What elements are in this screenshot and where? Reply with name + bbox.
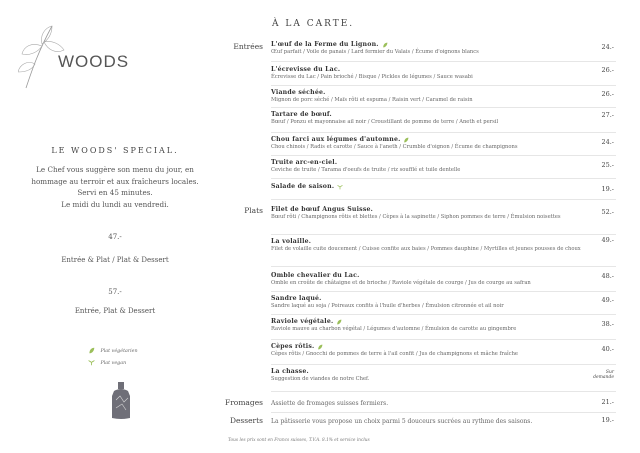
menu-item: Cèpes rôtis. Cèpes rôtis / Gnocchi de pommes de terre à l'ail confit / Jus de champignons et mâche fraîche <box>271 343 518 357</box>
offer-2-price: 57.- <box>108 288 122 296</box>
item-price: 24.- <box>601 138 614 146</box>
bottle-emblem-icon <box>108 382 134 420</box>
divider <box>271 85 616 86</box>
menu-item: Salade de saison. <box>271 183 583 190</box>
menu-item: Tartare de bœuf. Bœuf / Ponzu et mayonnaise ail noir / Croustillant de pomme de terre / Aneth et persil <box>271 111 499 125</box>
offer-1-price: 47.- <box>108 233 122 241</box>
divider <box>271 178 616 179</box>
item-price: 49.- <box>601 296 614 304</box>
divider <box>271 61 616 62</box>
footer-note: Tous les prix sont en Francs suisses, T.V.A. 8.1% et service inclus <box>228 438 370 443</box>
item-price: 49.- <box>601 236 614 244</box>
brand-logo: WOODS <box>58 52 130 71</box>
item-price: 21.- <box>601 398 614 406</box>
item-price: 48.- <box>601 272 614 280</box>
vegan-sprout-icon <box>337 184 343 190</box>
legend-vegetarian: Plat végétarien <box>88 347 138 354</box>
divider <box>271 339 616 340</box>
section-plats: Plats <box>244 206 263 215</box>
menu-item: L'écrevisse du Lac. Écrevisse du Lac / Pain brioché / Bisque / Pickles de légumes / Sauce wasabi <box>271 66 473 80</box>
item-price: 24.- <box>601 43 614 51</box>
vegetarian-leaf-icon <box>403 137 409 143</box>
divider <box>271 234 616 235</box>
vegetarian-leaf-icon <box>317 344 323 350</box>
menu-item: Sandre laqué. Sandre laqué au soja / Poireaux confits à l'huile d'herbes / Émulsion citronnée et ail noir <box>271 295 504 309</box>
section-desserts: Desserts <box>229 416 263 425</box>
special-title: LE WOODS' SPECIAL. <box>51 146 179 155</box>
vegetarian-leaf-icon <box>88 347 95 354</box>
divider <box>271 199 616 200</box>
item-price: 19.- <box>601 416 614 424</box>
legend-vegan: Plat vegan <box>88 359 126 366</box>
offer-1-label: Entrée & Plat / Plat & Dessert <box>61 256 169 264</box>
divider <box>271 314 616 315</box>
vegetarian-leaf-icon <box>336 319 342 325</box>
divider <box>271 412 616 413</box>
carte-title: À LA CARTE. <box>272 19 355 29</box>
menu-item: Truite arc-en-ciel. Ceviche de truite / Tarama d'oeufs de truite / riz soufflé et tuile dentelle <box>271 159 461 173</box>
menu-item: Filet de bœuf Angus Suisse. Bœuf rôti / Champignons rôtis et blettes / Cèpes à la sapinette / Siphon pommes de terre / Émulsion noisettes <box>271 206 561 220</box>
menu-item: Assiette de fromages suisses fermiers. <box>271 400 389 407</box>
divider <box>271 391 616 392</box>
item-price: 26.- <box>601 90 614 98</box>
section-entrees: Entrées <box>233 42 263 51</box>
divider <box>271 107 616 108</box>
special-description: Le Chef vous suggère son menu du jour, en hommage au terroir et aux fraîcheurs locales. Servi en 45 minutes. Le midi du lundi au vendredi. <box>31 165 199 209</box>
divider <box>271 155 616 156</box>
left-panel <box>0 0 210 453</box>
menu-item: Omble chevalier du Lac. Omble en croûte de châtaigne et de brioche / Raviole végétale de courge / Jus de courge au safran <box>271 272 531 286</box>
item-price: 52.- <box>601 208 614 216</box>
divider <box>271 132 616 133</box>
item-price-on-request: Sur demande <box>593 370 614 380</box>
vegetarian-leaf-icon <box>382 42 388 48</box>
item-price: 25.- <box>601 161 614 169</box>
item-price: 19.- <box>601 185 614 193</box>
item-price: 38.- <box>601 320 614 328</box>
menu-item: Viande séchée. Mignon de porc séché / Maïs rôti et espuma / Raisin vert / Caramel de raisin <box>271 89 473 103</box>
divider <box>271 364 616 365</box>
menu-item: Chou farci aux légumes d'automne. Chou chinois / Radis et carotte / Sauce à l'aneth / Crumble d'oignon / Écume de champignons <box>271 136 518 150</box>
menu-item: Raviole végétale. Raviole mauve au charbon végétal / Légumes d'automne / Émulsion de carotte au gingembre <box>271 318 517 332</box>
section-fromages: Fromages <box>225 398 263 407</box>
menu-item: La volaille. Filet de volaille cuite doucement / Cuisse confite aux baies / Pommes dauphine / Myrtilles et jeunes pousses de choux <box>271 238 581 252</box>
item-price: 27.- <box>601 111 614 119</box>
menu-item: La chasse. Suggestion de viandes de notre Chef. <box>271 368 370 382</box>
menu-item: L'œuf de la Ferme du Lignon. Œuf parfait / Voile de panais / Lard fermier du Valais / Écume d'oignons blancs <box>271 41 479 55</box>
divider <box>271 266 616 267</box>
item-price: 40.- <box>601 345 614 353</box>
vegan-sprout-icon <box>88 359 95 366</box>
divider <box>271 291 616 292</box>
menu-item: La pâtisserie vous propose un choix parmi 5 douceurs sucrées au rythme des saisons. <box>271 418 533 425</box>
item-price: 26.- <box>601 66 614 74</box>
offer-2-label: Entrée, Plat & Dessert <box>74 307 156 315</box>
